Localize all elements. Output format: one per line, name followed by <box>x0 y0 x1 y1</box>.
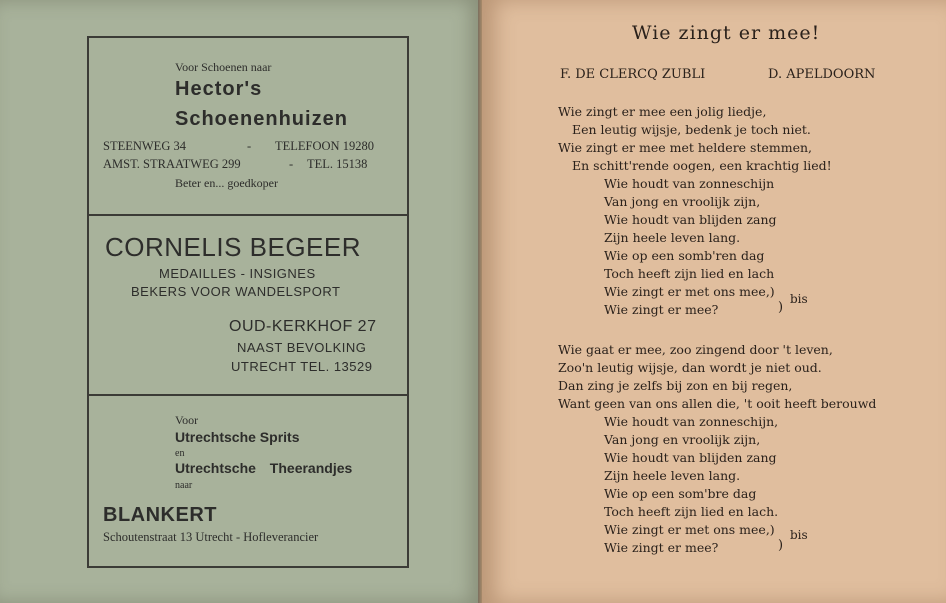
ad2-address3: UTRECHT TEL. 13529 <box>231 359 373 374</box>
verse1-line: Wie zingt er met ons mee,) <box>604 284 775 299</box>
ad-cornelis-begeer <box>89 216 407 396</box>
ad2-address2: NAAST BEVOLKING <box>237 340 367 355</box>
verse2-line: Wie houdt van zonneschijn, <box>604 414 779 429</box>
ad-blankert <box>89 396 407 566</box>
book-gutter <box>478 0 482 603</box>
composer-credit: D. APELDOORN <box>768 67 876 82</box>
ad3-item1: Utrechtsche Sprits <box>175 429 300 445</box>
ad2-line2: BEKERS VOOR WANDELSPORT <box>131 284 341 299</box>
verse2-line: Dan zing je zelfs bij zon en bij regen, <box>558 378 793 393</box>
lyricist-credit: F. DE CLERCQ ZUBLI <box>560 67 706 82</box>
ad-hectors <box>89 38 407 216</box>
ad3-en: en <box>175 448 185 459</box>
ad1-address2-right: TEL. 15138 <box>307 157 368 171</box>
verse1-line: Een leutig wijsje, bedenk je toch niet. <box>572 122 811 137</box>
verse2-line: Want geen van ons allen die, 't ooit heeft berouwd <box>558 396 877 411</box>
ad3-voor: Voor <box>175 413 199 427</box>
ad3-name: BLANKERT <box>103 504 217 526</box>
ad1-address1-left: STEENWEG 34 <box>103 139 186 153</box>
ad1-name-line2: Schoenenhuizen <box>175 108 348 130</box>
ad2-address1: OUD-KERKHOF 27 <box>229 318 377 335</box>
verse1-line: Van jong en vroolijk zijn, <box>604 194 761 209</box>
ad1-intro: Voor Schoenen naar <box>175 60 272 74</box>
verse2-close-paren: ) <box>778 538 784 553</box>
verse2-line: Zijn heele leven lang. <box>604 468 741 483</box>
song-title: Wie zingt er mee! <box>632 22 821 44</box>
ad2-name: CORNELIS BEGEER <box>105 232 362 262</box>
ad1-address1-sep: - <box>247 139 252 153</box>
ad1-slogan: Beter en... goedkoper <box>175 176 278 190</box>
verse2-line: Wie op een som'bre dag <box>604 486 757 501</box>
verse2-line: Wie gaat er mee, zoo zingend door 't leven, <box>558 342 833 357</box>
verse1-line: Toch heeft zijn lied en lach <box>604 266 775 281</box>
verse2-line: Toch heeft zijn lied en lach. <box>604 504 779 519</box>
verse1-line: En schitt'rende oogen, een krachtig lied! <box>572 158 832 173</box>
advertisement-frame <box>87 36 409 568</box>
verse2-line: Zoo'n leutig wijsje, dan wordt je niet oud. <box>558 360 822 375</box>
verse1-line: Zijn heele leven lang. <box>604 230 741 245</box>
verse2-line: Wie houdt van blijden zang <box>604 450 777 465</box>
ad3-naar: naar <box>175 480 193 491</box>
verse1-bis: bis <box>790 292 808 306</box>
verse1-line: Wie houdt van blijden zang <box>604 212 777 227</box>
verse1-line: Wie zingt er mee? <box>604 302 719 317</box>
verse2-bis: bis <box>790 528 808 542</box>
verse1-line: Wie houdt van zonneschijn <box>604 176 775 191</box>
ad1-address2-left: AMST. STRAATWEG 299 <box>103 157 241 171</box>
ad3-address: Schoutenstraat 13 Utrecht - Hofleverancier <box>103 530 319 544</box>
verse1-close-paren: ) <box>778 300 784 315</box>
ad1-address2-sep: - <box>289 157 294 171</box>
verse2-line: Van jong en vroolijk zijn, <box>604 432 761 447</box>
verse1-line: Wie zingt er mee een jolig liedje, <box>558 104 767 119</box>
verse1-line: Wie zingt er mee met heldere stemmen, <box>558 140 812 155</box>
verse2-line: Wie zingt er met ons mee,) <box>604 522 775 537</box>
ad1-address1-right: TELEFOON 19280 <box>275 139 374 153</box>
ad3-item2: Utrechtsche Theerandjes <box>175 460 353 476</box>
ad1-name-line1: Hector's <box>175 78 263 100</box>
verse2-line: Wie zingt er mee? <box>604 540 719 555</box>
ad2-line1: MEDAILLES - INSIGNES <box>159 266 316 281</box>
verse1-line: Wie op een somb'ren dag <box>604 248 765 263</box>
